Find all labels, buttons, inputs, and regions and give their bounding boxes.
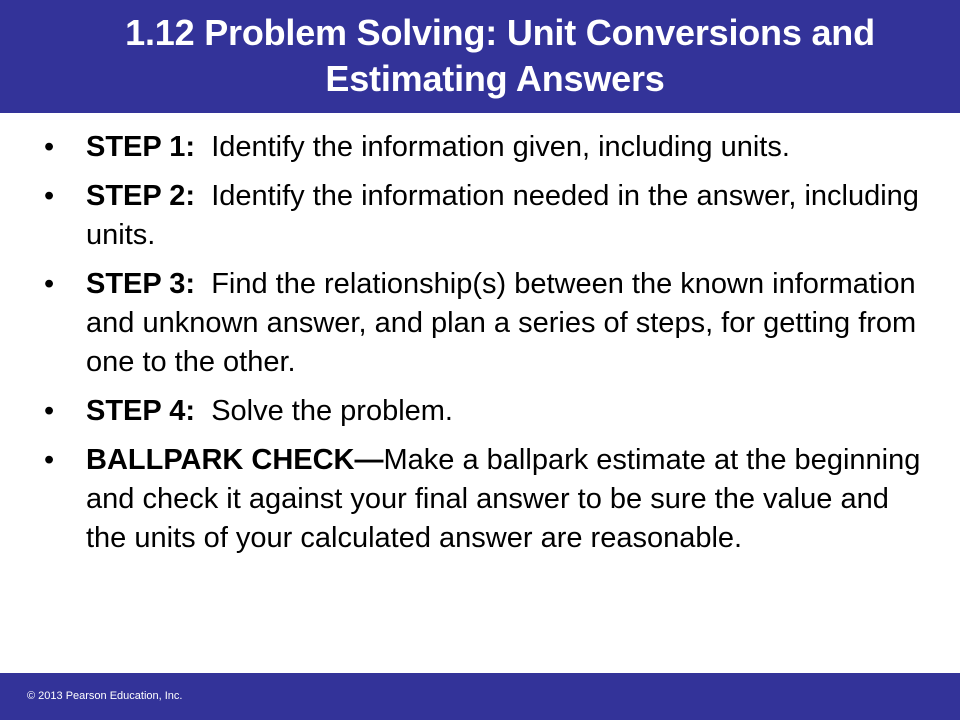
step-label: STEP 2:	[86, 180, 196, 212]
step-separator	[195, 395, 211, 427]
step-label: STEP 3:	[86, 268, 196, 300]
bullet-item-step-4	[44, 392, 924, 431]
slide-title-line-2: Estimating Answers	[325, 58, 665, 99]
step-label: STEP 1:	[86, 131, 196, 163]
slide-title-line-1: 1.12 Problem Solving: Unit Conversions and	[125, 12, 875, 53]
bullet-icon: •	[44, 395, 55, 427]
title-bar	[0, 0, 960, 113]
step-separator	[195, 268, 211, 300]
bullet-icon: •	[44, 268, 55, 300]
step-separator	[195, 180, 211, 212]
step-separator	[195, 131, 211, 163]
bullet-item-step-3	[44, 265, 924, 382]
bullet-icon: •	[44, 444, 55, 476]
footer-bar	[0, 673, 960, 720]
bullet-icon: •	[44, 180, 55, 212]
step-text: Identify the information given, including units.	[211, 131, 790, 163]
bullet-list	[44, 128, 924, 568]
step-text: Make a ballpark estimate at the beginning and check it against your final answer to be sure the value and the units of your calculated answer are reasonable.	[86, 444, 921, 554]
step-label: BALLPARK CHECK—	[86, 444, 384, 476]
step-text: Find the relationship(s) between the known information and unknown answer, and plan a series of steps, for getting from one to the other.	[86, 268, 917, 378]
bullet-item-step-1	[44, 128, 924, 167]
bullet-item-step-2	[44, 177, 924, 255]
copyright-notice: © 2013 Pearson Education, Inc.	[27, 690, 183, 702]
step-label: STEP 4:	[86, 395, 196, 427]
step-text: Solve the problem.	[211, 395, 453, 427]
bullet-item-ballpark-check	[44, 441, 924, 558]
slide-title	[30, 10, 960, 102]
bullet-icon: •	[44, 131, 55, 163]
step-text: Identify the information needed in the answer, including units.	[86, 180, 919, 251]
